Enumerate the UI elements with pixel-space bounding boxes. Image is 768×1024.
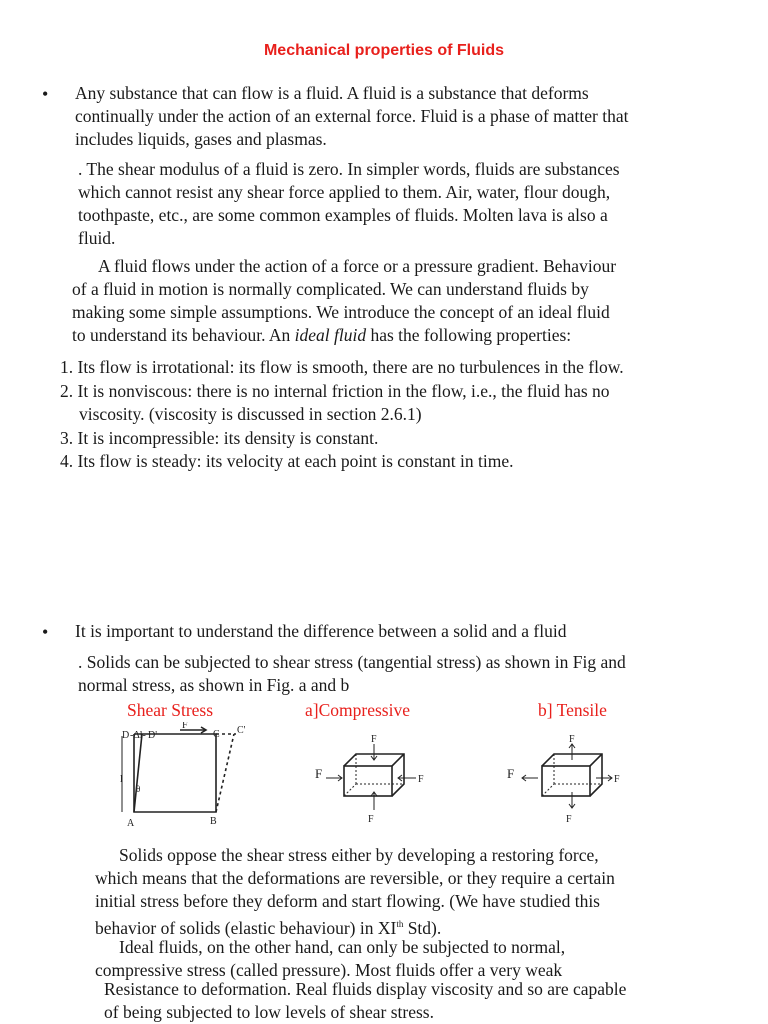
label-b: B	[210, 816, 217, 827]
text-line: Any substance that can flow is a fluid. A fluid is a substance that deforms	[75, 83, 589, 103]
force-label: F	[614, 774, 620, 785]
force-label: F	[507, 766, 515, 781]
force-label: F	[418, 774, 424, 785]
label-shear-stress: Shear Stress	[127, 700, 214, 720]
paragraph-real-fluids	[104, 978, 626, 1024]
compressive-stress-figure	[312, 722, 432, 828]
bullet: •	[42, 84, 49, 104]
text-line: initial stress before they deform and start flowing. (We have studied this	[95, 891, 600, 911]
label-theta: θ	[136, 784, 141, 794]
paragraph-shear-modulus	[78, 158, 620, 250]
text-line: which means that the deformations are reversible, or they require a certain	[95, 868, 615, 888]
label-dl: -Δl-	[130, 730, 146, 741]
shear-stress-figure	[112, 722, 257, 828]
label-compressive: a]Compressive	[305, 700, 410, 720]
text-line: has the following properties:	[370, 325, 572, 345]
text-line: includes liquids, gases and plasmas.	[75, 129, 327, 149]
paragraph-solids-stress	[78, 651, 626, 697]
label-cp: C'	[237, 725, 246, 736]
text-line: Resistance to deformation. Real fluids display viscosity and so are capable	[104, 979, 627, 999]
tensile-stress-figure	[504, 722, 628, 828]
text-line: toothpaste, etc., are some common examples of fluids. Molten lava is also a	[78, 205, 608, 225]
text-line: A fluid flows under the action of a force or a pressure gradient. Behaviour	[98, 256, 617, 276]
force-label: F	[315, 766, 323, 781]
text-line: which cannot resist any shear force applied to them. Air, water, flour dough,	[78, 182, 611, 202]
text-line: of a fluid in motion is normally complicated. We can understand fluids by	[72, 279, 589, 299]
force-label: F	[368, 814, 374, 825]
label-tensile: b] Tensile	[538, 700, 607, 720]
force-label: F	[566, 814, 572, 825]
text-line: making some simple assumptions. We introduce the concept of an ideal fluid	[72, 302, 610, 322]
page-title: Mechanical properties of Fluids	[263, 42, 505, 59]
force-label: F	[569, 734, 575, 745]
text-line: compressive stress (called pressure). Most fluids offer a very weak	[95, 960, 563, 980]
text-line: . Solids can be subjected to shear stress (tangential stress) as shown in Fig and	[78, 652, 626, 672]
text-line: continually under the action of an external force. Fluid is a phase of matter that	[75, 106, 629, 126]
text-line: fluid.	[78, 228, 116, 248]
label-d: D	[122, 730, 130, 741]
text-line: Ideal fluids, on the other hand, can only be subjected to normal,	[119, 937, 566, 957]
text-line: Solids oppose the shear stress either by developing a restoring force,	[119, 845, 599, 865]
ideal-fluid-properties-list	[60, 356, 624, 474]
list-item: 4. Its flow is steady: its velocity at each point is constant in time.	[60, 451, 514, 471]
label-dp: D'	[148, 730, 158, 741]
list-item: 2. It is nonviscous: there is no internal friction in the flow, i.e., the fluid has no	[60, 380, 610, 401]
label-a: A	[127, 818, 135, 828]
paragraph-ideal-fluid	[72, 255, 616, 347]
text-line: It is important to understand the difference between a solid and a fluid	[75, 621, 567, 641]
label-f: F	[182, 722, 188, 731]
list-item: 1. Its flow is irrotational: its flow is smooth, there are no turbulences in the flow.	[60, 357, 624, 377]
force-label: F	[371, 734, 377, 745]
text-line: normal stress, as shown in Fig. a and b	[78, 675, 350, 695]
list-item: viscosity. (viscosity is discussed in section 2.6.1)	[79, 404, 422, 424]
superscript: th	[396, 919, 404, 929]
paragraph-ideal-fluids-normal	[95, 936, 565, 982]
ideal-fluid-term: ideal fluid	[294, 325, 367, 345]
text-line: of being subjected to low levels of shear stress.	[104, 1002, 434, 1022]
bullet: •	[42, 622, 49, 642]
label-c: C	[213, 729, 220, 740]
paragraph-solids-oppose	[95, 844, 675, 940]
text-line: . The shear modulus of a fluid is zero. In simpler words, fluids are substances	[78, 159, 620, 179]
paragraph-fluid-definition	[75, 82, 629, 151]
list-item: 3. It is incompressible: its density is constant.	[60, 427, 379, 448]
label-l: l	[120, 774, 123, 785]
section2-lead	[75, 620, 566, 643]
text-line: to understand its behaviour. An	[72, 325, 291, 345]
text-line: Std).	[403, 917, 442, 938]
text-line: behavior of solids (elastic behaviour) in XI	[95, 917, 397, 938]
